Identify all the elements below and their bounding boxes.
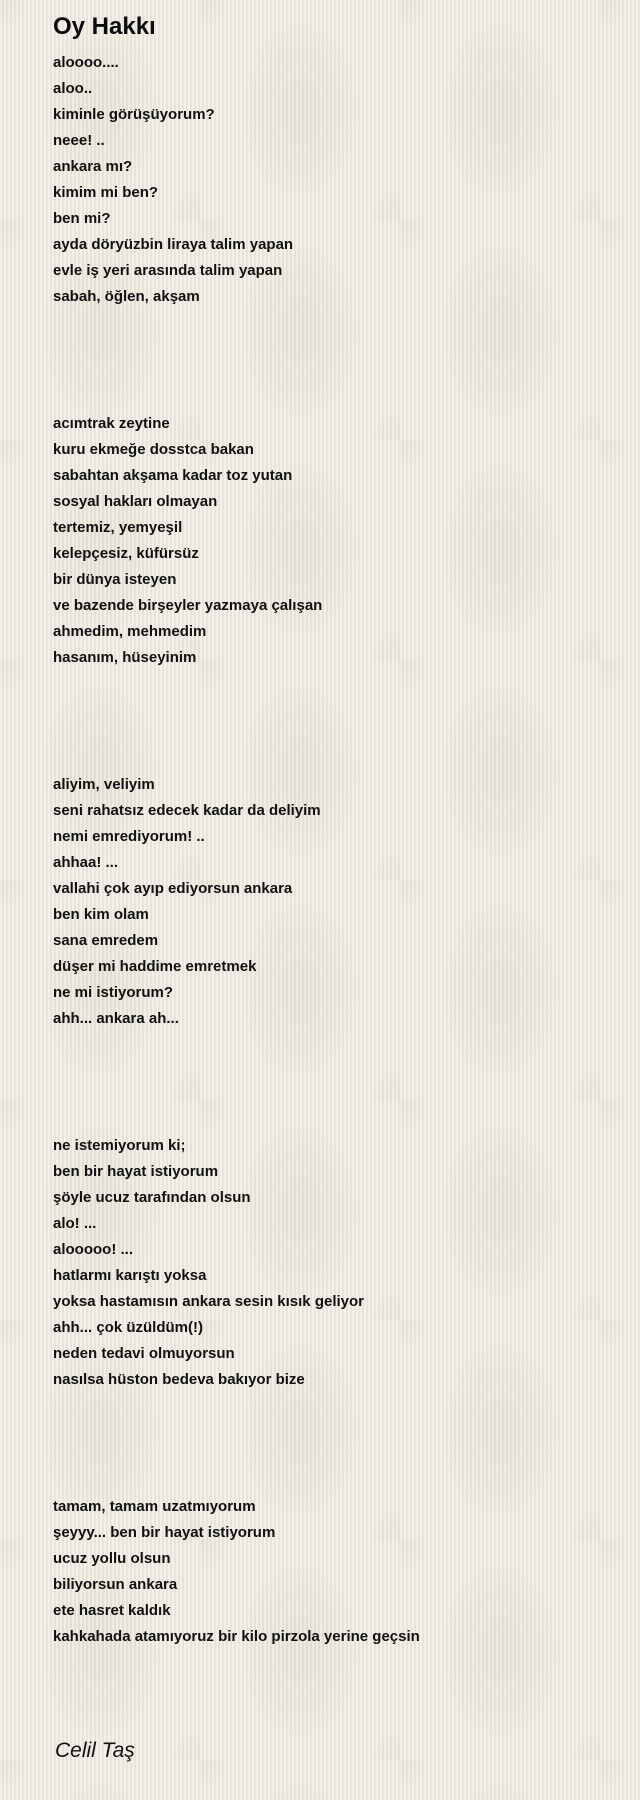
poem-line: aloo.. (53, 80, 93, 97)
stanza-3 (53, 772, 613, 1032)
poem-line: neden tedavi olmuyorsun (53, 1345, 235, 1362)
poem-line: düşer mi haddime emretmek (53, 958, 257, 975)
poem-line: ne istemiyorum ki; (53, 1137, 186, 1154)
poem-line: ahmedim, mehmedim (53, 623, 207, 640)
stanza-2 (53, 411, 613, 671)
poem-line: şeyyy... ben bir hayat istiyorum (53, 1524, 276, 1541)
stanza-5 (53, 1494, 613, 1650)
poem-line: alo! ... (53, 1215, 97, 1232)
author-name: Celil Taş (55, 1739, 135, 1762)
poem-line: nasılsa hüston bedeva bakıyor bize (53, 1371, 305, 1388)
poem-line: kiminle görüşüyorum? (53, 106, 215, 123)
stanza-4 (53, 1133, 613, 1393)
poem-line: biliyorsun ankara (53, 1576, 178, 1593)
poem-line: hasanım, hüseyinim (53, 649, 197, 666)
poem-line: tamam, tamam uzatmıyorum (53, 1498, 256, 1515)
poem-line: kuru ekmeğe dosstca bakan (53, 441, 254, 458)
poem-line: aloooo.... (53, 54, 119, 71)
poem-line: kelepçesiz, küfürsüz (53, 545, 199, 562)
poem-line: ayda döryüzbin liraya talim yapan (53, 236, 294, 253)
poem-line: sosyal hakları olmayan (53, 493, 218, 510)
poem-line: ankara mı? (53, 158, 133, 175)
poem-line: bir dünya isteyen (53, 571, 177, 588)
poem-line: neee! .. (53, 132, 105, 149)
poem-line: ne mi istiyorum? (53, 984, 174, 1001)
poem-line: acımtrak zeytine (53, 415, 170, 432)
poem-line: sabahtan akşama kadar toz yutan (53, 467, 293, 484)
poem-line: ahh... ankara ah... (53, 1010, 179, 1027)
poem-line: ucuz yollu olsun (53, 1550, 171, 1567)
poem-line: ben kim olam (53, 906, 149, 923)
poem-line: şöyle ucuz tarafından olsun (53, 1189, 251, 1206)
poem-line: ahh... çok üzüldüm(!) (53, 1319, 203, 1336)
poem-body (53, 50, 613, 1650)
poem-line: sabah, öğlen, akşam (53, 288, 200, 305)
poem-line: yoksa hastamısın ankara sesin kısık geliyor (53, 1293, 365, 1310)
poem-line: tertemiz, yemyeşil (53, 519, 183, 536)
poem-line: kahkahada atamıyoruz bir kilo pirzola yerine geçsin (53, 1628, 420, 1645)
poem-line: sana emredem (53, 932, 159, 949)
poem-line: kimim mi ben? (53, 184, 159, 201)
poem-line: nemi emrediyorum! .. (53, 828, 205, 845)
poem-line: ahhaa! ... (53, 854, 119, 871)
poem-line: alooooo! ... (53, 1241, 133, 1258)
poem-line: aliyim, veliyim (53, 776, 155, 793)
stanza-1 (53, 50, 613, 310)
poem-page (53, 0, 613, 1762)
poem-line: ve bazende birşeyler yazmaya çalışan (53, 597, 323, 614)
poem-line: ben bir hayat istiyorum (53, 1163, 219, 1180)
poem-line: ben mi? (53, 210, 111, 227)
poem-line: hatlarmı karıştı yoksa (53, 1267, 207, 1284)
poem-title: Oy Hakkı (53, 13, 156, 40)
poem-line: evle iş yeri arasında talim yapan (53, 262, 283, 279)
poem-line: seni rahatsız edecek kadar da deliyim (53, 802, 321, 819)
poem-line: vallahi çok ayıp ediyorsun ankara (53, 880, 293, 897)
poem-line: ete hasret kaldık (53, 1602, 171, 1619)
